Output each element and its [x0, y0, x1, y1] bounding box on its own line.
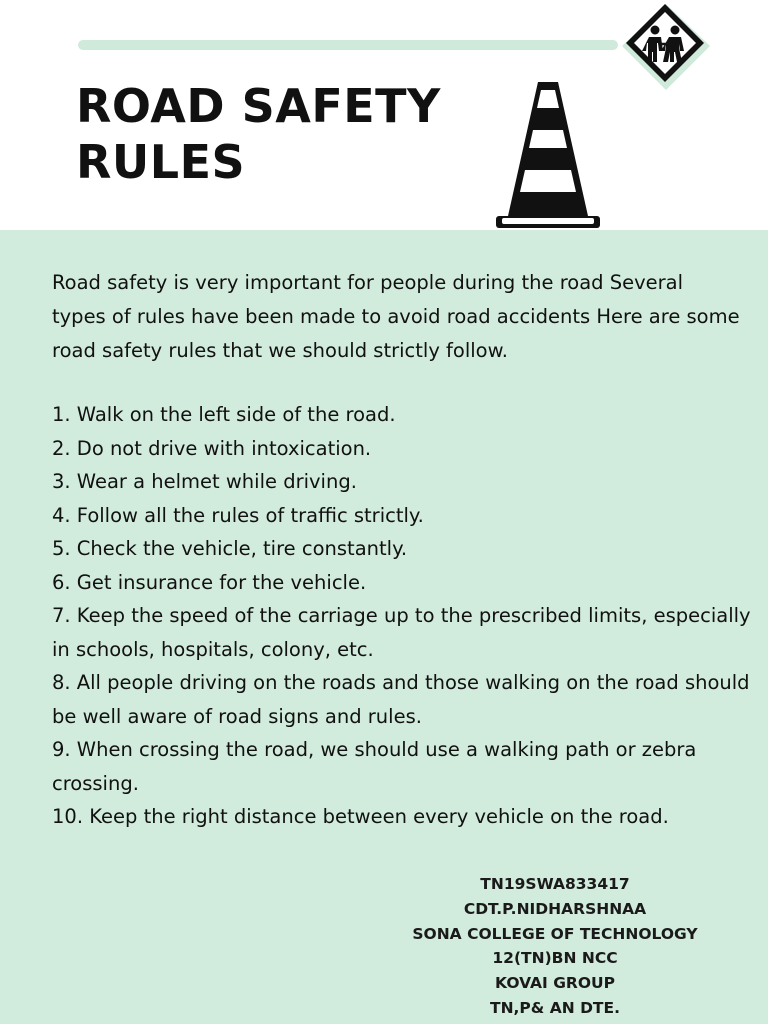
list-item: 3. Wear a helmet while driving.: [52, 470, 357, 493]
credits-block: [400, 872, 710, 1021]
list-item: 2. Do not drive with intoxication.: [52, 436, 372, 460]
list-item: 8. All people driving on the roads and those walking on the road should be well aware of road signs and rules.: [52, 671, 750, 728]
credit-line: KOVAI GROUP: [495, 974, 615, 993]
credit-line: CDT.P.NIDHARSHNAA: [463, 899, 647, 918]
list-item: 9. When crossing the road, we should use a walking path or zebra crossing.: [52, 738, 697, 795]
intro-paragraph: Road safety is very important for people during the road Several types of rules have been made to avoid road accidents Here are some road safety rules that we should strictly follow.: [52, 271, 740, 362]
rules-list: [52, 398, 752, 834]
accent-bar: [78, 40, 618, 50]
school-children-crossing-sign-icon: [618, 0, 714, 96]
header: [0, 0, 768, 230]
traffic-cone-icon: [492, 78, 604, 230]
title-line-1: ROAD SAFETY: [76, 79, 441, 133]
title-line-2: RULES: [76, 135, 246, 189]
credit-line: SONA COLLEGE OF TECHNOLOGY: [412, 924, 698, 943]
list-item: 6. Get insurance for the vehicle.: [52, 570, 367, 594]
credit-line: 12(TN)BN NCC: [492, 949, 618, 968]
credit-line: TN,P& AN DTE.: [490, 998, 620, 1017]
list-item: 1. Walk on the left side of the road.: [52, 403, 396, 426]
list-item: 5. Check the vehicle, tire constantly.: [52, 537, 408, 560]
content-panel: [0, 230, 768, 1024]
list-item: 7. Keep the speed of the carriage up to the prescribed limits, especially in schools, hospitals, colony, etc.: [52, 604, 751, 661]
credit-line: TN19SWA833417: [480, 875, 630, 893]
list-item: 4. Follow all the rules of traffic strictly.: [52, 503, 424, 527]
page-title: [76, 78, 441, 190]
list-item: 10. Keep the right distance between every vehicle on the road.: [52, 805, 669, 828]
